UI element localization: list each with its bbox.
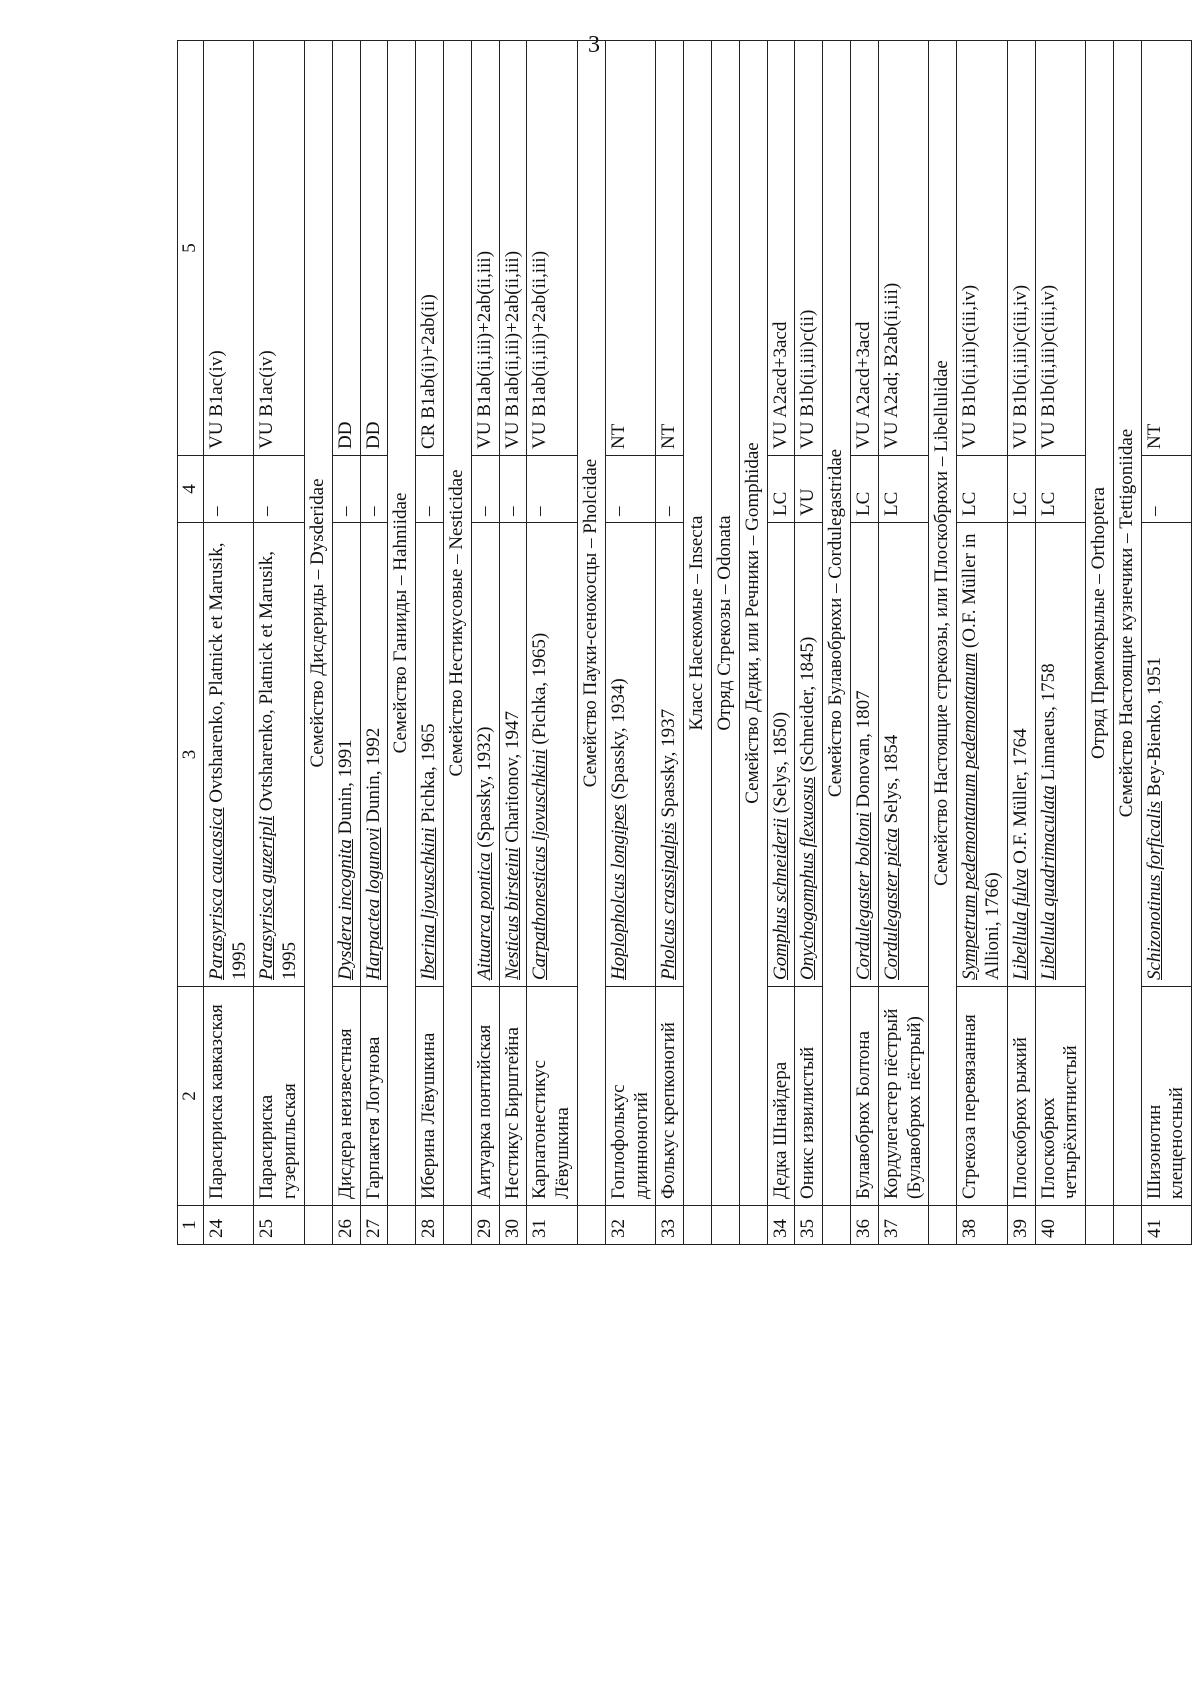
section-row <box>711 41 739 1245</box>
author-citation: Bey-Bienko, 1951 <box>1143 656 1165 802</box>
latin-name-cell <box>767 523 795 987</box>
table-row <box>254 41 305 1245</box>
latin-name: Carpathonesticus ljovuschkini <box>529 749 551 980</box>
latin-name: Cordulegaster picta <box>880 828 902 980</box>
latin-name-cell <box>656 523 684 987</box>
section-empty-cell <box>577 1206 605 1245</box>
russian-name: Оникс извилистый <box>795 987 823 1206</box>
row-number: 32 <box>605 1206 656 1245</box>
regional-status-criteria: DD <box>332 41 360 456</box>
section-empty-cell <box>388 1206 416 1245</box>
row-number: 28 <box>416 1206 444 1245</box>
table-row <box>957 41 1008 1245</box>
latin-name-cell <box>254 523 305 987</box>
table-row <box>795 41 823 1245</box>
russian-name: Булавобрюх Болтона <box>850 987 878 1206</box>
latin-name-cell <box>471 523 499 987</box>
row-number: 33 <box>656 1206 684 1245</box>
section-heading: Семейство Нестикусовые – Nesticidae <box>443 41 471 1206</box>
section-empty-cell <box>684 1206 712 1245</box>
iucn-global-status: – <box>471 456 499 523</box>
section-empty-cell <box>711 1206 739 1245</box>
table-row <box>1007 41 1035 1245</box>
latin-name: Parasyrisca guzeripli <box>256 815 278 980</box>
row-number: 34 <box>767 1206 795 1245</box>
row-number: 41 <box>1141 1206 1192 1245</box>
russian-name: Плоскобрюх рыжий <box>1007 987 1035 1206</box>
iucn-global-status: – <box>360 456 388 523</box>
row-number: 37 <box>878 1206 929 1245</box>
iucn-global-status: – <box>499 456 527 523</box>
latin-name: Iberina ljovuschkini <box>418 827 440 980</box>
row-number: 31 <box>527 1206 578 1245</box>
section-row <box>304 41 332 1245</box>
latin-name-cell <box>850 523 878 987</box>
latin-name: Pholcus crassipalpis <box>658 822 680 980</box>
latin-name-cell <box>527 523 578 987</box>
section-row <box>443 41 471 1245</box>
section-heading: Семейство Дисдериды – Dysderidae <box>304 41 332 1206</box>
author-citation: (Pichka, 1965) <box>529 632 551 750</box>
latin-name: Aituarca pontica <box>473 852 495 980</box>
row-number: 39 <box>1007 1206 1035 1245</box>
latin-name-cell <box>795 523 823 987</box>
latin-name: Libellula quadrimaculata <box>1037 785 1059 980</box>
iucn-global-status: – <box>416 456 444 523</box>
species-table <box>177 40 1192 1245</box>
regional-status-criteria: NT <box>656 41 684 456</box>
table-row <box>360 41 388 1245</box>
regional-status-criteria: VU A2ad; B2ab(ii,iii) <box>878 41 929 456</box>
regional-status-criteria: VU B1ab(ii,iii)+2ab(ii,iii) <box>527 41 578 456</box>
section-empty-cell <box>1113 1206 1141 1245</box>
latin-name-cell <box>203 523 254 987</box>
latin-name: Cordulegaster boltoni <box>852 812 874 980</box>
table-row <box>1141 41 1192 1245</box>
row-number: 30 <box>499 1206 527 1245</box>
section-heading: Семейство Ганииды – Hahniidae <box>388 41 416 1206</box>
russian-name: Фолькус крепконогий <box>656 987 684 1206</box>
author-citation: (Spassky, 1934) <box>607 678 629 805</box>
section-heading: Класс Насекомые – Insecta <box>684 41 712 1206</box>
author-citation: Donovan, 1807 <box>852 690 874 813</box>
regional-status-criteria: NT <box>605 41 656 456</box>
row-number: 40 <box>1035 1206 1086 1245</box>
section-heading: Семейство Булавобрюхи – Cordulegastridae <box>823 41 851 1206</box>
regional-status-criteria: VU B1ac(iv) <box>203 41 254 456</box>
author-citation: (Schneider, 1845) <box>797 636 819 777</box>
regional-status-criteria: VU B1b(ii,iii)c(iii,iv) <box>1035 41 1086 456</box>
row-number: 35 <box>795 1206 823 1245</box>
latin-name: Hoplopholcus longipes <box>607 804 629 980</box>
row-number: 25 <box>254 1206 305 1245</box>
section-heading: Отряд Стрекозы – Odonata <box>711 41 739 1206</box>
section-heading: Отряд Прямокрылые – Orthoptera <box>1086 41 1114 1206</box>
author-citation: (Spassky, 1932) <box>473 726 495 853</box>
latin-name-cell <box>332 523 360 987</box>
section-empty-cell <box>304 1206 332 1245</box>
author-citation: Spassky, 1937 <box>658 708 680 823</box>
latin-name-cell <box>605 523 656 987</box>
iucn-global-status: LC <box>957 456 1008 523</box>
row-number: 29 <box>471 1206 499 1245</box>
iucn-global-status: LC <box>1007 456 1035 523</box>
russian-name: Парасириска гузерипльская <box>254 987 305 1206</box>
iucn-global-status: – <box>656 456 684 523</box>
section-empty-cell <box>443 1206 471 1245</box>
russian-name: Парасириска кавказская <box>203 987 254 1206</box>
section-heading: Семейство Дедки, или Речники – Gomphidae <box>739 41 767 1206</box>
header-col-5: 5 <box>178 41 204 456</box>
row-number: 27 <box>360 1206 388 1245</box>
table-row <box>1035 41 1086 1245</box>
page-number: 3 <box>588 32 600 58</box>
section-row <box>929 41 957 1245</box>
header-col-4: 4 <box>178 456 204 523</box>
russian-name: Стрекоза перевязанная <box>957 987 1008 1206</box>
author-citation: Dunin, 1992 <box>362 727 384 828</box>
table-row <box>850 41 878 1245</box>
iucn-global-status: LC <box>1035 456 1086 523</box>
section-empty-cell <box>929 1206 957 1245</box>
latin-name: Schizonotinus forficalis <box>1143 801 1165 980</box>
table-row <box>332 41 360 1245</box>
iucn-global-status: – <box>605 456 656 523</box>
regional-status-criteria: VU A2acd+3acd <box>767 41 795 456</box>
regional-status-criteria: CR B1ab(ii)+2ab(ii) <box>416 41 444 456</box>
regional-status-criteria: VU A2acd+3acd <box>850 41 878 456</box>
author-citation: Pichka, 1965 <box>418 723 440 828</box>
russian-name: Шизонотин клещеносный <box>1141 987 1192 1206</box>
russian-name: Дедка Шнайдера <box>767 987 795 1206</box>
iucn-global-status: – <box>203 456 254 523</box>
header-col-2: 2 <box>178 987 204 1206</box>
section-row <box>684 41 712 1245</box>
russian-name: Плоскобрюх четырёхпятнистый <box>1035 987 1086 1206</box>
regional-status-criteria: VU B1ab(ii,iii)+2ab(ii,iii) <box>471 41 499 456</box>
latin-name-cell <box>1141 523 1192 987</box>
russian-name: Нестикус Бирштейна <box>499 987 527 1206</box>
iucn-global-status: – <box>1141 456 1192 523</box>
table-row <box>527 41 578 1245</box>
regional-status-criteria: NT <box>1141 41 1192 456</box>
latin-name-cell <box>360 523 388 987</box>
section-empty-cell <box>823 1206 851 1245</box>
russian-name: Гоплофолькус длинноногий <box>605 987 656 1206</box>
section-heading: Семейство Настоящие стрекозы, или Плоскобрюхи – Libellulidae <box>929 41 957 1206</box>
author-citation: Dunin, 1991 <box>334 739 356 840</box>
regional-status-criteria: VU B1b(ii,iii)c(iii,iv) <box>1007 41 1035 456</box>
section-row <box>739 41 767 1245</box>
latin-name: Onychogomphus flexuosus <box>797 776 819 980</box>
row-number: 26 <box>332 1206 360 1245</box>
header-col-1: 1 <box>178 1206 204 1245</box>
author-citation: Selys, 1854 <box>880 734 902 829</box>
section-empty-cell <box>739 1206 767 1245</box>
latin-name-cell <box>878 523 929 987</box>
table-row <box>471 41 499 1245</box>
table-header-row <box>178 41 204 1245</box>
latin-name: Parasyrisca caucasica <box>205 807 227 980</box>
section-row <box>1113 41 1141 1245</box>
latin-name-cell <box>499 523 527 987</box>
regional-status-criteria: VU B1ab(ii,iii)+2ab(ii,iii) <box>499 41 527 456</box>
section-row <box>1086 41 1114 1245</box>
latin-name: Harpactea logunovi <box>362 827 384 980</box>
species-table-body <box>178 41 1192 1245</box>
section-row <box>823 41 851 1245</box>
regional-status-criteria: DD <box>360 41 388 456</box>
latin-name-cell <box>1007 523 1035 987</box>
section-empty-cell <box>1086 1206 1114 1245</box>
rotated-table-container <box>177 40 1188 1245</box>
latin-name-cell <box>1035 523 1086 987</box>
regional-status-criteria: VU B1b(ii,iii)c(iii,iv) <box>957 41 1008 456</box>
table-row <box>605 41 656 1245</box>
russian-name: Аитуарка понтийская <box>471 987 499 1206</box>
table-row <box>767 41 795 1245</box>
iucn-global-status: – <box>332 456 360 523</box>
iucn-global-status: LC <box>878 456 929 523</box>
regional-status-criteria: VU B1b(ii,iii)c(ii) <box>795 41 823 456</box>
latin-name: Dysdera incognita <box>334 839 356 980</box>
russian-name: Гарпактея Логунова <box>360 987 388 1206</box>
latin-name-cell <box>416 523 444 987</box>
row-number: 24 <box>203 1206 254 1245</box>
table-row <box>203 41 254 1245</box>
russian-name: Дисдера неизвестная <box>332 987 360 1206</box>
latin-name: Nesticus birsteini <box>501 847 523 980</box>
author-citation: (Selys, 1850) <box>769 711 791 818</box>
section-heading: Семейство Пауки-сенокосцы – Pholcidae <box>577 41 605 1206</box>
iucn-global-status: – <box>254 456 305 523</box>
author-citation: (O.F. Müller in Allioni, 1766) <box>959 533 1003 980</box>
latin-name-cell <box>957 523 1008 987</box>
latin-name: Sympetrum pedemontanum pedemontanum <box>959 652 981 980</box>
author-citation: O.F. Müller, 1764 <box>1009 728 1031 869</box>
header-col-3: 3 <box>178 523 204 987</box>
table-row <box>878 41 929 1245</box>
latin-name: Gomphus schneiderii <box>769 817 791 980</box>
table-row <box>416 41 444 1245</box>
author-citation: Charitonov, 1947 <box>501 711 523 848</box>
russian-name: Карпатонестикус Лёвушкина <box>527 987 578 1206</box>
section-heading: Семейство Настоящие кузнечики – Tettigoniidae <box>1113 41 1141 1206</box>
table-row <box>499 41 527 1245</box>
author-citation: Ovtsharenko, Platnick et Marusik, 1995 <box>205 542 250 980</box>
section-row <box>388 41 416 1245</box>
iucn-global-status: – <box>527 456 578 523</box>
russian-name: Иберина Лёвушкина <box>416 987 444 1206</box>
iucn-global-status: LC <box>850 456 878 523</box>
row-number: 38 <box>957 1206 1008 1245</box>
regional-status-criteria: VU B1ac(iv) <box>254 41 305 456</box>
row-number: 36 <box>850 1206 878 1245</box>
latin-name: Libellula fulva <box>1009 868 1031 980</box>
table-row <box>656 41 684 1245</box>
author-citation: Linnaeus, 1758 <box>1037 663 1059 786</box>
iucn-global-status: VU <box>795 456 823 523</box>
author-citation: Ovtsharenko, Platnick et Marusik, 1995 <box>256 550 301 980</box>
iucn-global-status: LC <box>767 456 795 523</box>
section-row <box>577 41 605 1245</box>
russian-name: Кордулегастер пёстрый (Булавобрюх пёстрый) <box>878 987 929 1206</box>
